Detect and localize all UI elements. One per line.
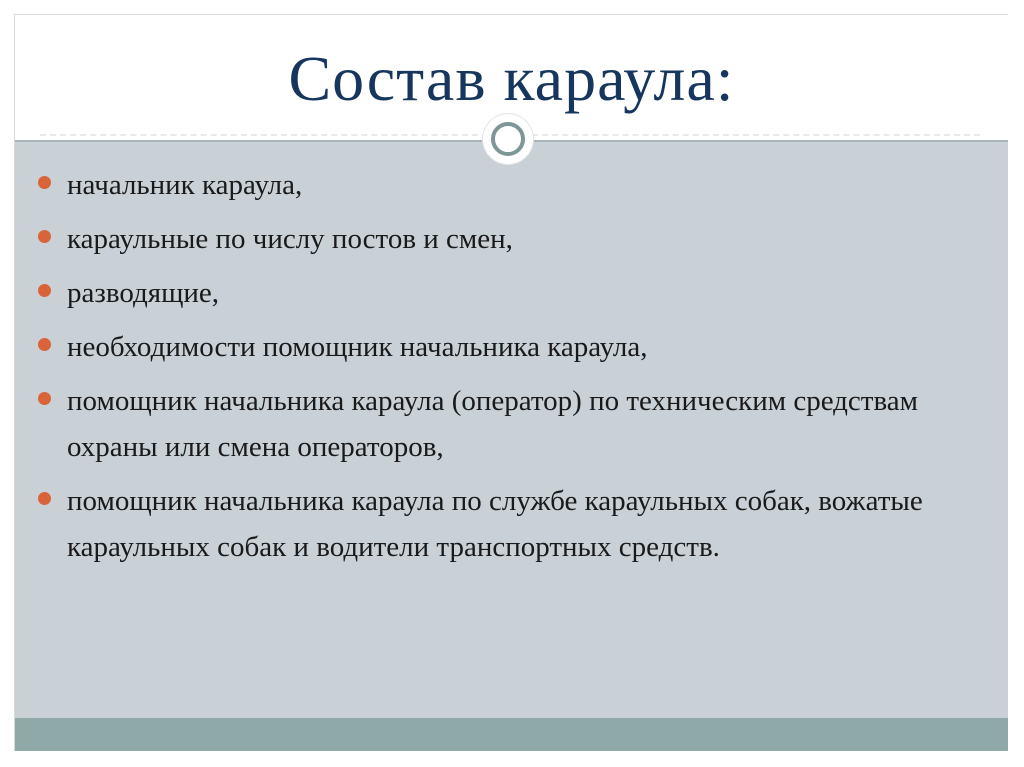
ring-ornament-icon xyxy=(483,114,533,164)
bullet-text: помощник начальника караула по службе караульных собак, вожатые караульных собак и водители транспортных средств. xyxy=(67,485,923,563)
bullet-text: начальник караула, xyxy=(67,169,303,201)
bullet-item xyxy=(36,478,986,570)
bullet-dot-icon xyxy=(38,230,51,243)
ring-inner xyxy=(491,122,525,156)
bullet-item xyxy=(36,378,986,470)
bullet-item xyxy=(36,270,986,316)
bullet-dot-icon xyxy=(38,284,51,297)
bullet-text: разводящие, xyxy=(67,277,220,309)
bullet-dot-icon xyxy=(38,176,51,189)
bullet-dot-icon xyxy=(38,392,51,405)
bullet-text: караульные по числу постов и смен, xyxy=(67,223,513,255)
bullet-text: необходимости помощник начальника караула, xyxy=(67,331,648,363)
bottom-band xyxy=(15,718,1008,751)
slide-title: Состав караула: xyxy=(288,43,735,114)
bullet-text: помощник начальника караула (оператор) по техническим средствам охраны или смена операторов, xyxy=(67,385,919,463)
bullet-dot-icon xyxy=(38,338,51,351)
bullet-list xyxy=(36,162,986,578)
bullet-item xyxy=(36,162,986,208)
bullet-item xyxy=(36,324,986,370)
bullet-item xyxy=(36,216,986,262)
bullet-dot-icon xyxy=(38,492,51,505)
